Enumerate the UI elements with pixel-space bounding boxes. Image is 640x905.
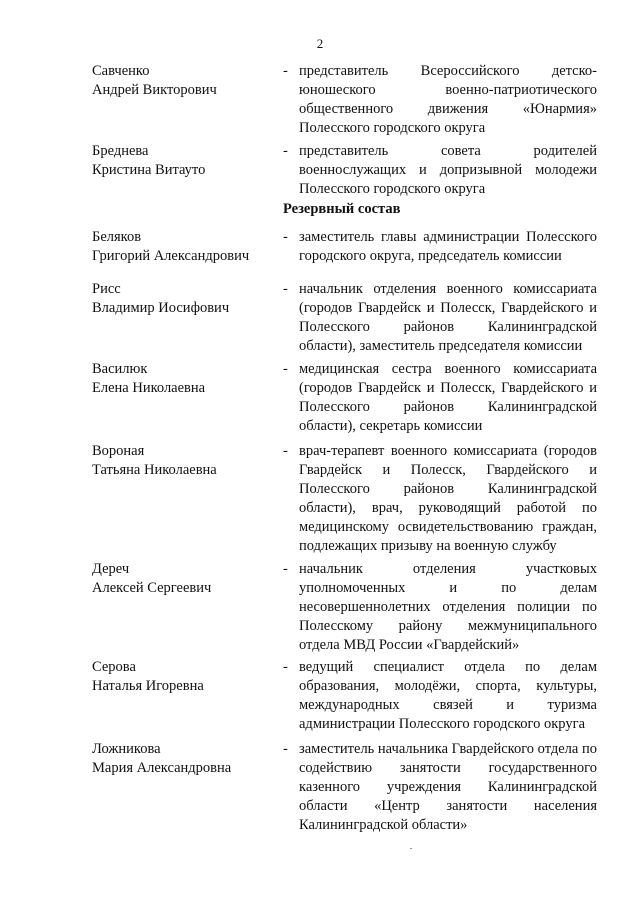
member-name <box>92 142 272 180</box>
member-surname: Рисс <box>92 281 121 297</box>
member-given-names: Татьяна Николаевна <box>92 462 217 478</box>
member-name <box>92 740 272 778</box>
dash-separator: - <box>283 443 288 459</box>
member-role: представитель совета родителей военнослужащих и допризывной молодежи Полесского городского округа <box>299 143 597 197</box>
member-given-names: Наталья Игоревна <box>92 678 204 694</box>
member-name <box>92 228 272 266</box>
member-role: заместитель главы администрации Полесского городского округа, председатель комиссии <box>299 229 597 264</box>
reserve-section-title: Резервный состав <box>283 201 401 217</box>
dash-separator: - <box>283 63 288 79</box>
member-surname: Бреднева <box>92 143 149 159</box>
dash-separator: - <box>283 361 288 377</box>
member-name <box>92 360 272 398</box>
dash-separator: - <box>283 229 288 245</box>
member-surname: Василюк <box>92 361 148 377</box>
dash-separator: - <box>283 741 288 757</box>
member-given-names: Кристина Витауто <box>92 162 206 178</box>
member-name <box>92 62 272 100</box>
member-surname: Савченко <box>92 63 150 79</box>
member-surname: Серова <box>92 659 136 675</box>
member-name <box>92 280 272 318</box>
dash-separator: - <box>283 659 288 675</box>
member-role: начальник отделения военного комиссариата (городов Гвардейск и Полесск, Гвардейского и Полесского районов Калининградской области), заместитель председателя комиссии <box>299 281 597 354</box>
scan-speck <box>410 848 412 849</box>
member-role: начальник отделения участковых уполномоченных и по делам несовершеннолетних отделения полиции по Полесскому району межмуниципального отдела МВД России «Гвардейский» <box>299 561 597 653</box>
member-role: врач-терапевт военного комиссариата (городов Гвардейск и Полесск, Гвардейского и Полесского районов Калининградской области), врач, руководящий работой по медицинскому освидетельствованию граждан, подлежащих призыву на военную службу <box>299 443 597 554</box>
member-surname: Беляков <box>92 229 142 245</box>
member-given-names: Елена Николаевна <box>92 380 206 396</box>
member-role: заместитель начальника Гвардейского отдела по содействию занятости государственного казенного учреждения Калининградской области «Центр занятости населения Калининградской области» <box>299 741 597 833</box>
member-given-names: Алексей Сергеевич <box>92 580 212 596</box>
dash-separator: - <box>283 561 288 577</box>
dash-separator: - <box>283 143 288 159</box>
member-surname: Дереч <box>92 561 130 577</box>
member-surname: Ложникова <box>92 741 161 757</box>
member-given-names: Мария Александровна <box>92 760 232 776</box>
member-given-names: Владимир Иосифович <box>92 300 230 316</box>
member-surname: Вороная <box>92 443 145 459</box>
member-name <box>92 442 272 480</box>
member-role: ведущий специалист отдела по делам образования, молодёжи, спорта, культуры, международных связей и туризма администрации Полесского городского округа <box>299 659 597 732</box>
dash-separator: - <box>283 281 288 297</box>
member-role: медицинская сестра военного комиссариата (городов Гвардейск и Полесск, Гвардейского и Полесского районов Калининградской области), секретарь комиссии <box>299 361 597 434</box>
member-role: представитель Всероссийского детско-юношеского военно-патриотического общественного движения «Юнармия» Полесского городского округа <box>299 63 597 136</box>
member-name <box>92 560 272 598</box>
member-name <box>92 658 272 696</box>
page-number: 2 <box>316 36 324 51</box>
member-given-names: Григорий Александрович <box>92 248 250 264</box>
member-given-names: Андрей Викторович <box>92 82 217 98</box>
